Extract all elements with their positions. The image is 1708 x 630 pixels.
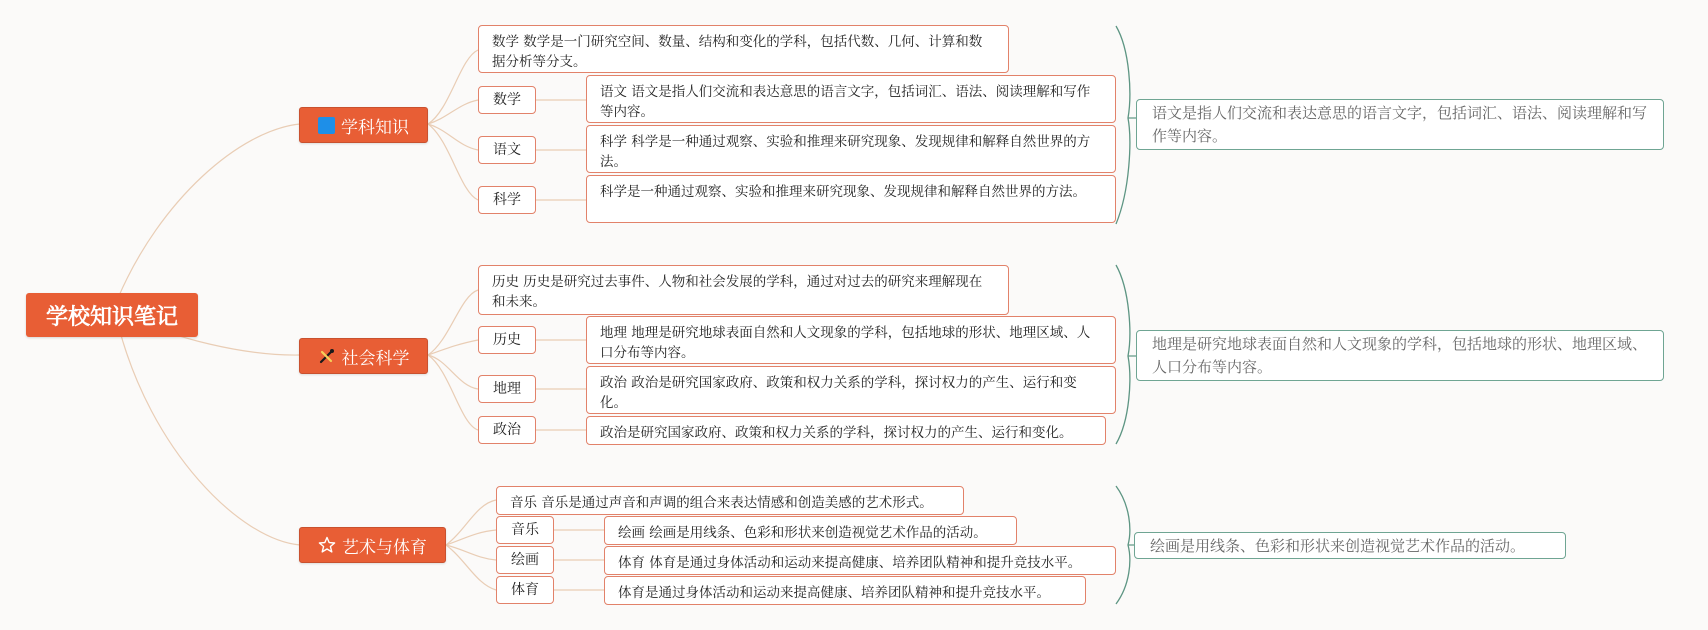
child-node-label: 政治 — [493, 422, 521, 438]
note-text: 数学 数学是一门研究空间、数量、结构和变化的学科，包括代数、几何、计算和数据分析等分支。 — [492, 34, 983, 70]
branch-topic-label: 学科知识 — [341, 117, 409, 138]
branch-child-link — [428, 100, 478, 124]
note-text: 政治是研究国家政府、政策和权力关系的学科，探讨权力的产生、运行和变化。 — [600, 425, 1073, 441]
child-node[interactable] — [478, 186, 536, 214]
branch-topic-label: 社会科学 — [341, 348, 410, 369]
branch-child-link — [428, 124, 478, 200]
note-text: 体育 体育是通过身体活动和运动来提高健康、培养团队精神和提升竞技水平。 — [618, 555, 1082, 571]
note-text: 绘画 绘画是用线条、色彩和形状来创造视觉艺术作品的活动。 — [618, 525, 987, 541]
note-node[interactable] — [586, 366, 1116, 414]
note-text: 政治 政治是研究国家政府、政策和权力关系的学科，探讨权力的产生、运行和变化。 — [600, 375, 1077, 411]
branch-child-link — [428, 355, 478, 389]
child-node[interactable] — [478, 416, 536, 444]
branch-topic-subject-knowledge[interactable] — [299, 107, 428, 143]
branch-child-link — [428, 124, 478, 150]
summary-text: 语文是指人们交流和表达意思的语言文字，包括词汇、语法、阅读理解和写作等内容。 — [1152, 104, 1648, 145]
child-node[interactable] — [496, 576, 554, 604]
child-node[interactable] — [478, 86, 536, 114]
root-branch-link — [118, 324, 300, 545]
note-text: 语文 语文是指人们交流和表达意思的语言文字，包括词汇、语法、阅读理解和写作等内容。 — [600, 84, 1091, 120]
summary-node[interactable] — [1134, 532, 1566, 559]
summary-bracket — [1116, 265, 1130, 444]
note-node[interactable] — [586, 75, 1116, 123]
note-text: 科学是一种通过观察、实验和推理来研究现象、发现规律和解释自然世界的方法。 — [600, 184, 1086, 200]
note-node[interactable] — [586, 416, 1106, 445]
note-node[interactable] — [586, 316, 1116, 364]
branch-child-link — [428, 290, 478, 355]
branch-child-link — [446, 545, 496, 590]
note-node[interactable] — [586, 175, 1116, 223]
child-node[interactable] — [478, 136, 536, 164]
branch-topic-arts-and-sports[interactable] — [299, 527, 446, 563]
branch-child-link — [446, 500, 496, 545]
note-text: 历史 历史是研究过去事件、人物和社会发展的学科，通过对过去的研究来理解现在和未来。 — [492, 274, 983, 310]
child-node-label: 语文 — [493, 142, 521, 158]
child-node[interactable] — [478, 375, 536, 403]
branch-child-link — [446, 545, 496, 560]
root-branch-link — [118, 124, 300, 298]
branch-topic-label: 艺术与体育 — [342, 537, 427, 558]
note-node[interactable] — [586, 125, 1116, 173]
note-node[interactable] — [604, 546, 1116, 575]
branch-topic-social-science[interactable] — [299, 338, 428, 374]
note-node[interactable] — [496, 486, 964, 515]
blue-square-icon — [318, 117, 335, 134]
root-topic[interactable] — [26, 293, 198, 337]
star-icon — [318, 536, 336, 554]
child-node[interactable] — [478, 326, 536, 354]
note-text: 音乐 音乐是通过声音和声调的组合来表达情感和创造美感的艺术形式。 — [510, 495, 933, 511]
child-node-label: 科学 — [493, 192, 521, 208]
child-node-label: 音乐 — [511, 522, 539, 538]
summary-node[interactable] — [1136, 330, 1664, 381]
child-node-label: 体育 — [511, 582, 539, 598]
child-node-label: 绘画 — [511, 552, 539, 568]
tools-icon — [318, 347, 336, 365]
child-node[interactable] — [496, 516, 554, 544]
note-node[interactable] — [478, 265, 1009, 315]
summary-bracket — [1116, 26, 1130, 224]
branch-child-link — [446, 530, 496, 545]
note-text: 科学 科学是一种通过观察、实验和推理来研究现象、发现规律和解释自然世界的方法。 — [600, 134, 1091, 170]
child-node-label: 地理 — [493, 381, 521, 397]
child-node-label: 历史 — [493, 332, 521, 348]
summary-text: 绘画是用线条、色彩和形状来创造视觉艺术作品的活动。 — [1150, 537, 1526, 555]
summary-node[interactable] — [1136, 99, 1664, 150]
child-node[interactable] — [496, 546, 554, 574]
summary-text: 地理是研究地球表面自然和人文现象的学科，包括地球的形状、地理区域、人口分布等内容。 — [1152, 335, 1648, 376]
child-node-label: 数学 — [493, 92, 521, 108]
note-text: 地理 地理是研究地球表面自然和人文现象的学科，包括地球的形状、地理区域、人口分布等内容。 — [600, 325, 1091, 361]
summary-bracket — [1116, 486, 1130, 604]
branch-child-link — [428, 50, 478, 124]
branch-child-link — [428, 355, 478, 430]
note-text: 体育是通过身体活动和运动来提高健康、培养团队精神和提升竞技水平。 — [618, 585, 1050, 601]
note-node[interactable] — [478, 25, 1009, 73]
note-node[interactable] — [604, 576, 1086, 605]
note-node[interactable] — [604, 516, 1017, 545]
root-topic-label: 学校知识笔记 — [45, 304, 178, 330]
